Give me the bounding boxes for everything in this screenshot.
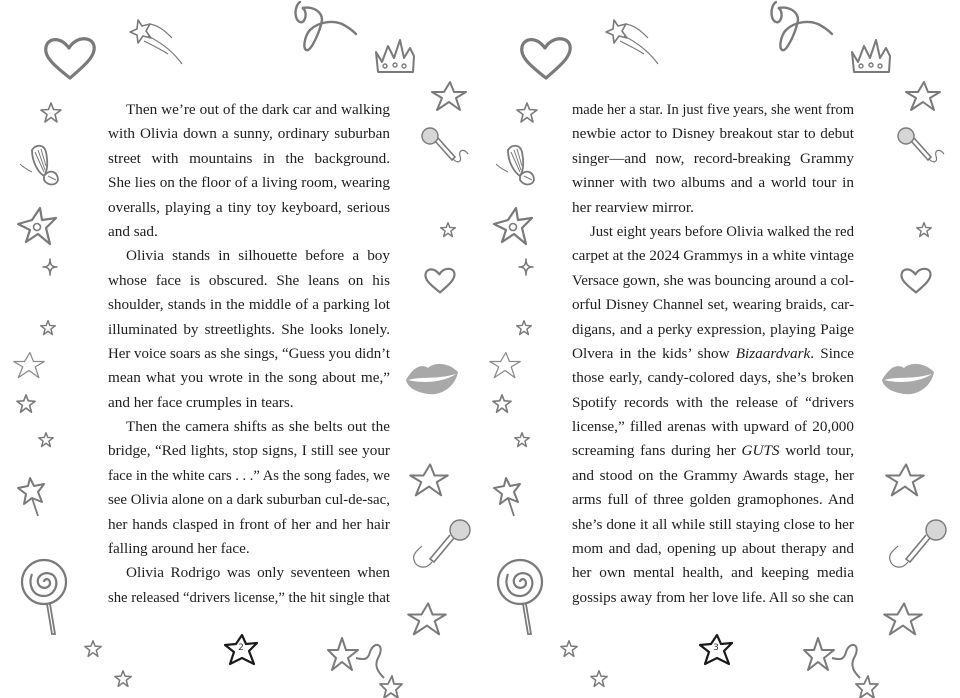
text-line: illuminated by streetlights. She looks lonely.	[108, 320, 390, 338]
microphone-icon	[420, 126, 470, 170]
text-line: She lies on the floor of a living room, wearing	[108, 174, 390, 192]
star-icon	[38, 432, 54, 448]
heart-icon	[518, 34, 574, 84]
text-line: Olivia stands in silhouette before a boy	[126, 247, 390, 265]
star-icon	[514, 432, 530, 448]
text-line: her own mental health, and keeping media	[572, 564, 854, 582]
double-star-swirl-icon	[806, 636, 886, 698]
text-line: shoulder, stands in the middle of a parking lot	[108, 296, 391, 314]
butterfly-icon	[494, 142, 536, 188]
text-line: overalls, playing a tiny toy keyboard, serious	[108, 198, 390, 216]
star-icon	[516, 320, 532, 336]
text-line: carpet at the 2024 Grammys in a white vintage	[572, 247, 854, 265]
text-line	[572, 342, 854, 366]
text-line: arms full of three golden gramophones. And	[572, 491, 854, 509]
star-icon	[516, 102, 538, 124]
text-line: see Olivia alone on a dark suburban cul-de-sac,	[108, 491, 391, 509]
text-line: Then the camera shifts as she belts out the	[126, 418, 390, 436]
text-segment: . Since	[810, 344, 854, 362]
text-line: falling around her face.	[108, 540, 250, 558]
text-line: digans, and a perky expression, playing Paige	[572, 320, 854, 338]
shooting-star-icon	[604, 14, 662, 66]
text-line: and sad.	[108, 222, 158, 240]
heart-icon	[422, 266, 458, 296]
text-line: winner with two albums and a world tour in	[572, 174, 854, 192]
text-line: face in the white cars . . .” As the song fades, we	[108, 466, 391, 484]
star-icon	[12, 350, 46, 382]
star-wand-icon	[492, 476, 524, 518]
star-icon	[408, 462, 450, 500]
star-icon	[406, 600, 448, 640]
text-segment: world tour,	[779, 442, 854, 460]
text-line: mean what you wrote in the song about me,”	[108, 369, 390, 387]
star-icon	[492, 206, 534, 246]
text-line: she’s done it all while still staying close to her	[572, 515, 854, 533]
star-icon	[16, 206, 58, 246]
star-icon	[590, 670, 608, 688]
text-line: made her a star. In just five years, she went from	[572, 101, 854, 118]
shooting-star-icon	[128, 14, 186, 66]
crown-icon	[848, 38, 894, 78]
star-icon	[882, 600, 924, 640]
star-icon	[440, 222, 456, 238]
swirl-icon	[292, 0, 358, 54]
heart-icon	[898, 266, 934, 296]
star-icon	[904, 80, 942, 114]
swirl-icon	[768, 0, 834, 54]
crown-icon	[372, 38, 418, 78]
star-icon	[430, 80, 468, 114]
double-star-swirl-icon	[330, 636, 410, 698]
star-icon	[84, 640, 102, 658]
text-line: her rearview mirror.	[572, 198, 694, 216]
page-number: 3	[713, 643, 719, 653]
italic-title: Bizaardvark	[735, 344, 811, 362]
text-line: those early, candy-colored days, she’s broken	[572, 369, 854, 387]
star-icon	[884, 462, 926, 500]
text-line: whose face is obscured. She leans on his	[108, 271, 390, 289]
page-number-badge	[224, 633, 258, 667]
text-line: singer—and now, record-breaking Grammy	[572, 149, 854, 167]
microphone-icon	[410, 518, 472, 574]
text-segment: screaming fans during her	[572, 442, 742, 460]
text-line: Then we’re out of the dark car and walking	[126, 101, 390, 118]
butterfly-icon	[18, 142, 60, 188]
text-line: Her voice soars as she sings, “Guess you didn’t	[108, 344, 391, 362]
star-icon	[16, 394, 36, 414]
text-line: her hands clasped in front of her and her hair	[108, 515, 390, 533]
right-page	[480, 0, 960, 698]
star-icon	[40, 102, 62, 124]
star-icon	[488, 350, 522, 382]
sparkle-icon	[42, 258, 58, 276]
star-wand-icon	[16, 476, 48, 518]
text-line: orful Disney Channel set, wearing braids, car-	[572, 296, 854, 314]
lollipop-icon	[20, 558, 68, 638]
sparkle-icon	[518, 258, 534, 276]
text-line: Versace gown, she was bouncing around a col-	[572, 271, 854, 289]
star-icon	[916, 222, 932, 238]
lips-icon	[404, 360, 460, 398]
microphone-icon	[896, 126, 946, 170]
text-line: newbie actor to Disney breakout star to debut	[572, 125, 854, 143]
heart-icon	[42, 34, 98, 84]
microphone-icon	[886, 518, 948, 574]
right-page-body	[572, 98, 854, 610]
page-number-badge	[699, 633, 733, 667]
text-line: license,” filled arenas with upward of 20,000	[572, 418, 854, 436]
italic-title: GUTS	[741, 442, 780, 460]
text-line: Olivia Rodrigo was only seventeen when	[126, 564, 390, 582]
star-icon	[492, 394, 512, 414]
text-segment: Olvera in the kids’ show	[572, 344, 736, 362]
text-line: and stood on the Grammy Awards stage, her	[572, 466, 854, 484]
text-line: Just eight years before Olivia walked the red	[590, 222, 855, 240]
text-line: gossips away from her love life. All so she can	[572, 588, 854, 606]
text-line	[572, 439, 854, 463]
text-line: and her face crumples in tears.	[108, 393, 294, 411]
lollipop-icon	[496, 558, 544, 638]
text-line: street with mountains in the background.	[108, 149, 390, 167]
star-icon	[40, 320, 56, 336]
star-icon	[114, 670, 132, 688]
text-line: she released “drivers license,” the hit single that	[108, 588, 390, 606]
text-line: mom and dad, opening up about therapy and	[572, 540, 855, 558]
text-line: bridge, “Red lights, stop signs, I still see your	[108, 442, 390, 460]
text-line: with Olivia down a sunny, ordinary suburban	[108, 125, 390, 143]
page-number: 2	[238, 643, 244, 653]
star-icon	[560, 640, 578, 658]
left-page-body	[108, 98, 390, 610]
lips-icon	[880, 360, 936, 398]
text-line: Spotify records with the release of “drivers	[572, 393, 854, 411]
